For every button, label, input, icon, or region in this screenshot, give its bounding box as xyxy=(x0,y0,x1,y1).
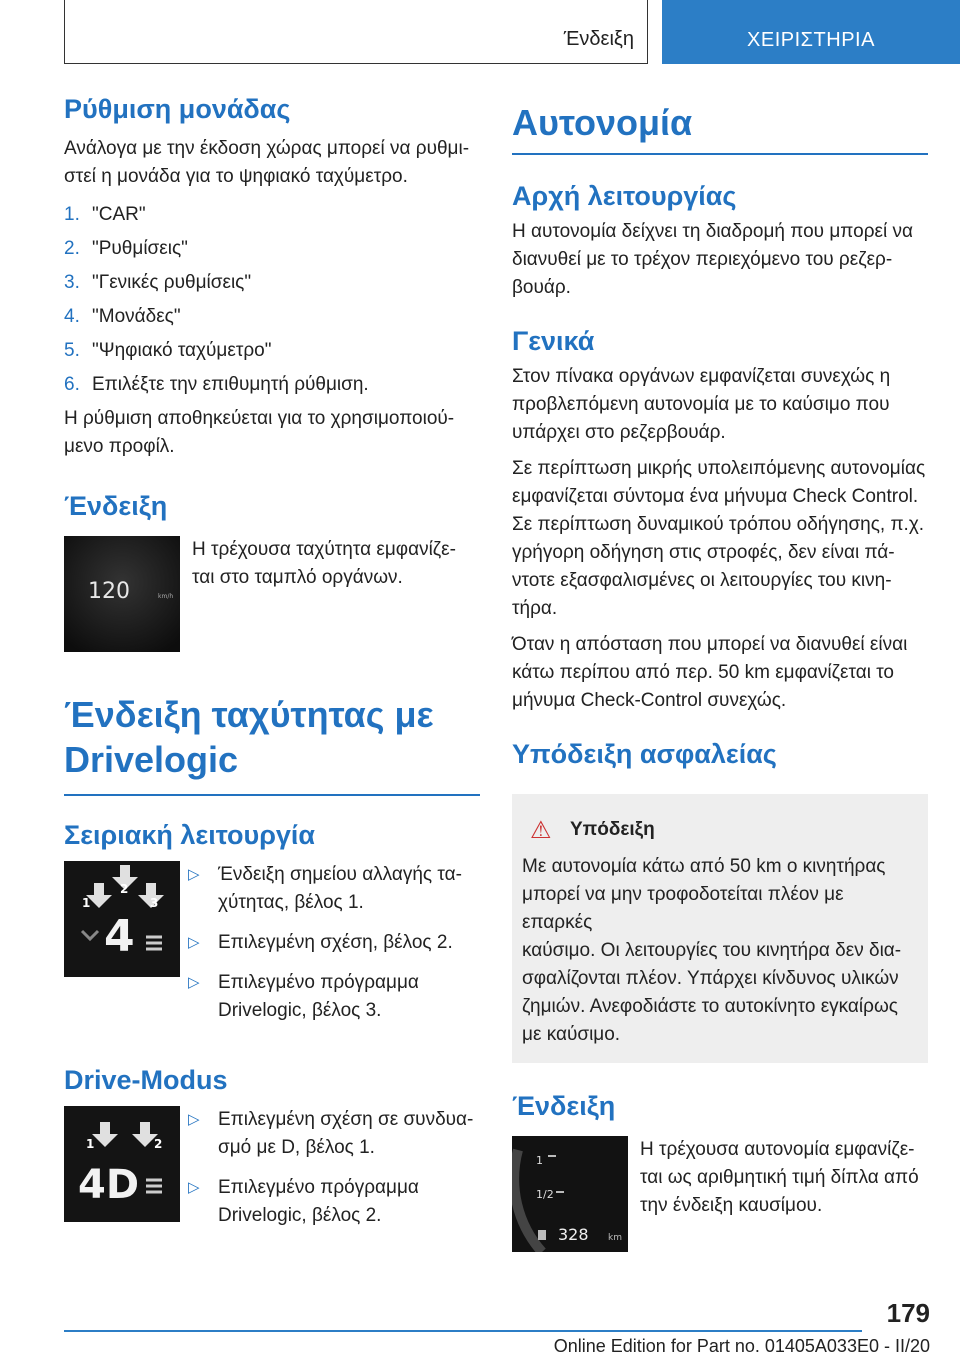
footer-divider xyxy=(64,1330,862,1332)
principle-heading: Αρχή λειτουργίας xyxy=(512,180,737,211)
arrow-down-icon xyxy=(92,1122,118,1147)
list-item: 2. "Ρυθμίσεις" xyxy=(64,238,188,260)
range-unit: km xyxy=(608,1232,622,1243)
list-item: ▷ Επιλεγμένο πρόγραμμα Drivelogic, βέλος 2. xyxy=(180,1174,473,1230)
principle-text: Η αυτονομία δείχνει τη διαδρομή που μπορεί να διανυθεί με το τρέχον περιεχόμενο του ρεζερ- βουάρ. xyxy=(512,220,913,298)
page-header xyxy=(0,0,960,66)
general-heading: Γενικά xyxy=(512,325,595,356)
triangle-bullet-icon: ▷ xyxy=(188,1110,200,1128)
fuel-pump-icon xyxy=(538,1230,546,1240)
drive-modus-heading: Drive-Modus xyxy=(64,1064,228,1095)
chevron-down-icon xyxy=(82,931,98,939)
svg-text:1: 1 xyxy=(86,1136,95,1151)
sequential-gear-image xyxy=(64,861,180,977)
note-text: Με αυτονομία κάτω από 50 km ο κινητήρας μπορεί να μην τροφοδοτείται πλέον με επαρκές καύσιμο. Οι λειτουργίες του κινητήρα δεν δια- σφαλίζονται πλέον. Υπάρχει κίνδυνος υλικών ζημιών. Ανεφοδιάστε το αυτοκίνητο εγκαίρως με καύσιμο. xyxy=(522,855,902,1045)
list-item: ▷ Ένδειξη σημείου αλλαγής τα- χύτητας, βέλος 1. xyxy=(180,861,462,917)
section-divider xyxy=(512,153,928,155)
speed-display-figure xyxy=(64,536,480,652)
unit-setting-heading: Ρύθμιση μονάδας xyxy=(64,94,291,124)
sequential-mode-list xyxy=(180,861,462,1037)
sequential-mode-heading: Σειριακή λειτουργία xyxy=(64,819,316,850)
general-paragraph-1: Στον πίνακα οργάνων εμφανίζεται συνεχώς η προβλεπόμενη αυτονομία με το καύσιμο που υπάρχει στο ρεζερβουάρ. xyxy=(512,365,891,443)
safety-note xyxy=(512,794,928,1063)
svg-text:2: 2 xyxy=(154,1136,163,1151)
speed-value: 120 xyxy=(88,579,130,605)
triangle-bullet-icon: ▷ xyxy=(188,1178,200,1196)
svg-text:1: 1 xyxy=(536,1153,543,1167)
sequential-mode-figure xyxy=(64,861,480,1037)
general-paragraph-3: Όταν η απόσταση που μπορεί να διανυθεί είναι κάτω περίπου από περ. 50 km εμφανίζεται το μήνυμα Check-Control συνεχώς. xyxy=(512,633,908,711)
current-gear: 4 xyxy=(104,910,135,962)
list-item: ▷ Επιλεγμένη σχέση σε συνδυα- σμό με D, βέλος 1. xyxy=(180,1106,473,1162)
left-column xyxy=(64,92,480,1242)
list-item: 4. "Μονάδες" xyxy=(64,306,181,328)
drive-modus-figure xyxy=(64,1106,480,1242)
note-label: Υπόδειξη xyxy=(570,819,655,841)
header-section-title: Ένδειξη xyxy=(563,28,634,50)
speedometer-image xyxy=(64,536,180,652)
svg-text:1/2: 1/2 xyxy=(536,1187,554,1201)
svg-text:1: 1 xyxy=(82,895,91,910)
svg-text:3: 3 xyxy=(150,895,159,910)
triangle-bullet-icon: ▷ xyxy=(188,933,200,951)
triangle-bullet-icon: ▷ xyxy=(188,865,200,883)
svg-text:2: 2 xyxy=(120,881,129,896)
fuel-gauge-image xyxy=(512,1136,628,1252)
edition-note: Online Edition for Part no. 01405A033E0 - II/20 xyxy=(553,1336,930,1356)
speed-unit: km/h xyxy=(158,593,174,601)
display-description: Η τρέχουσα ταχύτητα εμφανίζε- ται στο ταμπλό οργάνων. xyxy=(192,539,456,589)
general-paragraph-2: Σε περίπτωση μικρής υπολειπόμενης αυτονομίας εμφανίζεται σύντομα ένα μήνυμα Check Control. Σε περίπτωση δυναμικού τρόπου οδήγησης, π.χ. γρήγορη οδήγηση στις στροφές, δεν είναι πά- ντοτε εξασφαλισμένες οι λειτουργίες του κινη- τήρα. xyxy=(512,457,926,619)
range-display-figure xyxy=(512,1136,928,1252)
range-display-description: Η τρέχουσα αυτονομία εμφανίζε- ται ως αριθμητική τιμή δίπλα από την ένδειξη καυσίμου. xyxy=(640,1138,919,1216)
page-number: 179 xyxy=(886,1298,930,1328)
right-column xyxy=(512,92,928,1252)
unit-setting-outro: Η ρύθμιση αποθηκεύεται για το χρησιμοποιού- μενο προφίλ. xyxy=(64,408,455,458)
warning-triangle-icon: ⚠ xyxy=(530,816,552,844)
safety-heading: Υπόδειξη ασφαλείας xyxy=(512,738,777,769)
list-item: ▷ Επιλεγμένη σχέση, βέλος 2. xyxy=(180,929,462,957)
display-heading: Ένδειξη xyxy=(64,491,168,522)
unit-setting-intro: Ανάλογα με την έκδοση χώρας μπορεί να ρυθμι- στεί η μονάδα για το ψηφιακό ταχύμετρο. xyxy=(64,138,470,188)
list-item: ▷ Επιλεγμένο πρόγραμμα Drivelogic, βέλος 3. xyxy=(180,969,462,1025)
drive-modus-list xyxy=(180,1106,473,1242)
drive-modus-image xyxy=(64,1106,180,1222)
triangle-bullet-icon: ▷ xyxy=(188,973,200,991)
current-gear: 4D xyxy=(78,1161,140,1208)
range-heading: Αυτονομία xyxy=(512,102,693,143)
gear-indicator-heading: Ένδειξη ταχύτητας με Drivelogic xyxy=(64,694,434,781)
note-header xyxy=(522,816,918,845)
unit-steps-list xyxy=(64,201,480,399)
range-value: 328 xyxy=(558,1224,589,1244)
list-item: 6. Επιλέξτε την επιθυμητή ρύθμιση. xyxy=(64,374,369,396)
range-display-heading: Ένδειξη xyxy=(512,1090,616,1121)
section-divider xyxy=(64,794,480,796)
list-item: 3. "Γενικές ρυθμίσεις" xyxy=(64,272,252,294)
list-item: 1. "CAR" xyxy=(64,204,146,226)
list-item: 5. "Ψηφιακό ταχύμετρο" xyxy=(64,340,272,362)
header-chapter-tab: ΧΕΙΡΙΣΤΗΡΙΑ xyxy=(662,0,960,64)
